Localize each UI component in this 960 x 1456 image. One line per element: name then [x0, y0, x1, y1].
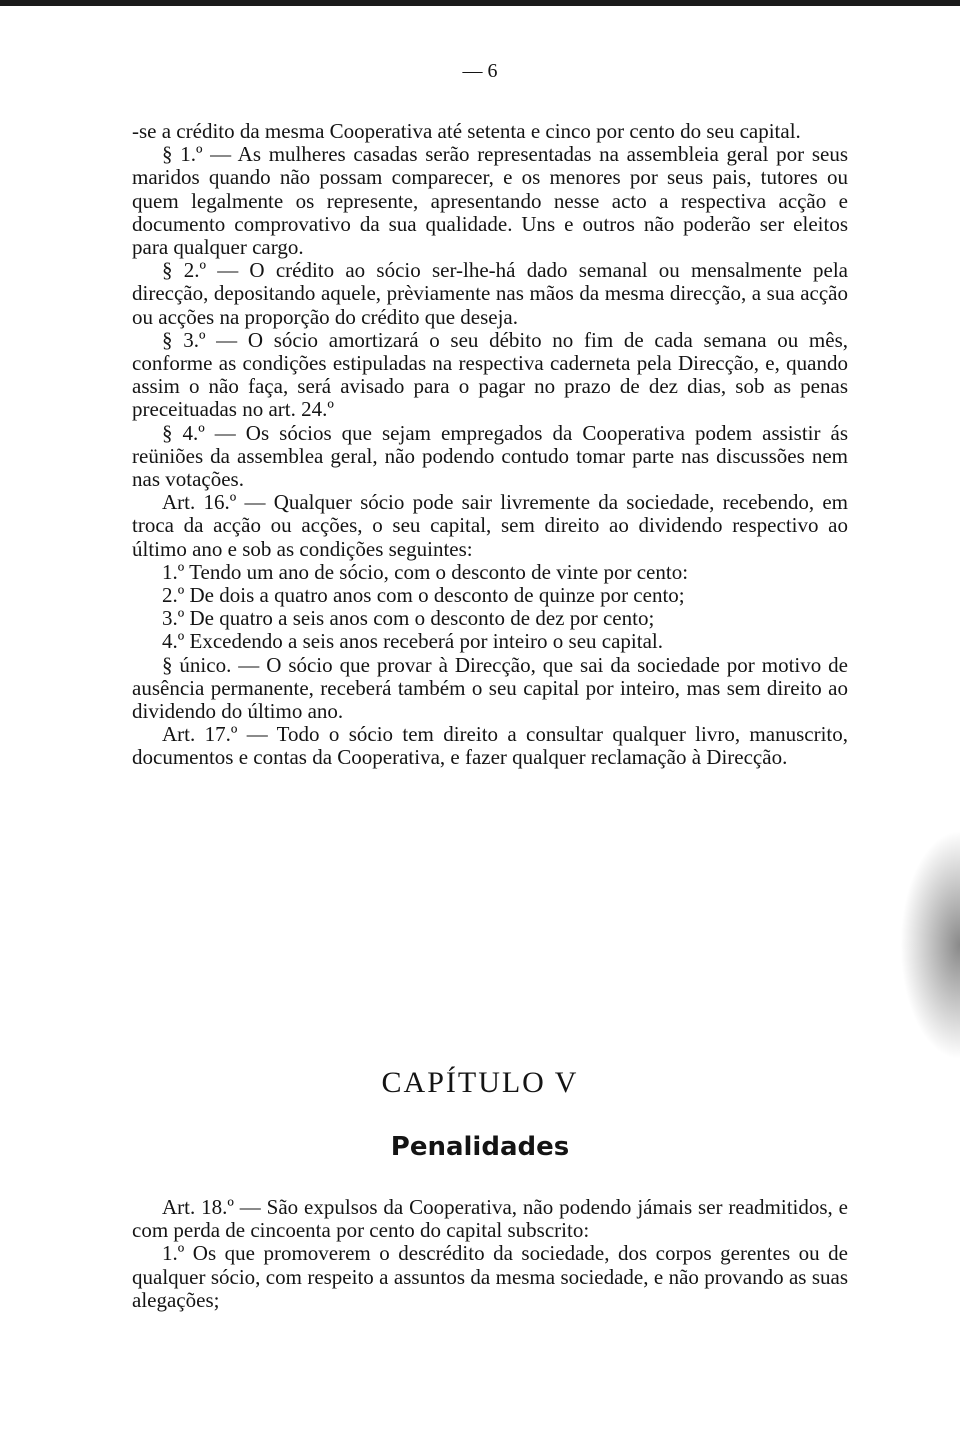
paragraph-continuation: -se a crédito da mesma Cooperativa até setenta e cinco por cento do seu capital.	[132, 119, 801, 143]
paragraph-section-4: § 4.º — Os sócios que sejam empregados da Cooperativa podem assistir ás reüniões da assemblea geral, não podendo contudo tomar parte nas discussões nem nas votações.	[132, 420, 848, 492]
top-border-rule	[0, 0, 960, 6]
paragraph-section-2: § 2.º — O crédito ao sócio ser-lhe-há dado semanal ou mensalmente pela direcção, depositando aquele, prèviamente nas mãos da mesma direcção, a sua acção ou acções na proporção do crédito que deseja.	[132, 258, 848, 329]
paragraph-section-1: § 1.º — As mulheres casadas serão representadas na assembleia geral por seus maridos quando não possam comparecer, e os menores por seus pais, tutores ou quem legalmente os represente, apresentando nesse acto a respectiva acção e documento comprovativo da sua qualidade. Uns e outros não poderão ser eleitos para qualquer cargo.	[132, 142, 848, 260]
list-item-1: 1.º Tendo um ano de sócio, com o desconto de vinte por cento:	[162, 559, 689, 584]
article-text-top	[132, 120, 848, 770]
article-text-bottom	[132, 1196, 848, 1312]
scan-smudge	[900, 830, 960, 1060]
page-number: — 6	[462, 60, 498, 82]
section-title: Penalidades	[390, 1132, 570, 1162]
paragraph-section-3: § 3.º — O sócio amortizará o seu débito no fim de cada semana ou mês, conforme as condições estipuladas na respectiva caderneta pela Direcção, e, quando assim o não faça, será avisado para o pagar no prazo de dez dias, sob as penas preceituadas no art. 24.º	[132, 327, 848, 422]
list-item-expulsion-1: 1.º Os que promoverem o descrédito da sociedade, dos corpos gerentes ou de qualquer sócio, com respeito a assuntos da mesma sociedade, e não provando as suas alegações;	[132, 1241, 848, 1312]
paragraph-article-17: Art. 17.º — Todo o sócio tem direito a consultar qualquer livro, manuscrito, documentos e contas da Cooperativa, e fazer qualquer reclamação à Direcção.	[132, 722, 848, 770]
paragraph-article-18: Art. 18.º — São expulsos da Cooperativa, não podendo jámais ser readmitidos, e com perda de cincoenta por cento do capital subscrito:	[132, 1195, 848, 1243]
list-item-3: 3.º De quatro a seis anos com o desconto de dez por cento;	[162, 606, 655, 631]
paragraph-article-16: Art. 16.º — Qualquer sócio pode sair livremente da sociedade, recebendo, em troca da acção ou acções, o seu capital, sem direito ao dividendo respectivo ao último ano e sob as condições seguintes:	[132, 490, 848, 561]
list-item-4: 4.º Excedendo a seis anos receberá por inteiro o seu capital.	[162, 629, 663, 654]
paragraph-section-unico: § único. — O sócio que provar à Direcção, que sai da sociedade por motivo de ausência permanente, receberá também o seu capital por inteiro, mas sem direito ao dividendo do último ano.	[132, 652, 848, 724]
chapter-title: CAPÍTULO V	[381, 1066, 579, 1099]
list-item-2: 2.º De dois a quatro anos com o desconto de quinze por cento;	[162, 583, 685, 608]
